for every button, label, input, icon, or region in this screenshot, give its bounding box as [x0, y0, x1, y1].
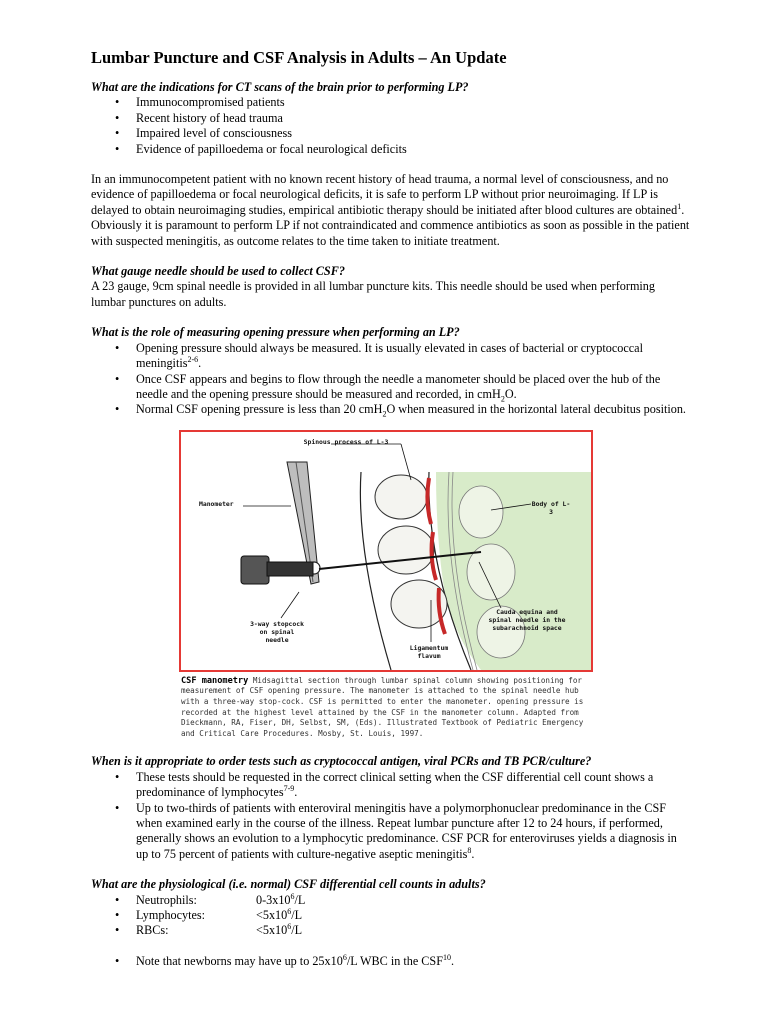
reference-superscript: 1 [677, 201, 682, 211]
spine-illustration [181, 432, 591, 670]
label-body-l3: Body of L-3 [531, 499, 571, 516]
list-item: • These tests should be requested in the correct clinical setting when the CSF differential cell count shows a predominance of lymphocytes$^{7-9}$. [91, 770, 691, 801]
cell-counts-list [91, 893, 691, 939]
ct-indications-list [91, 95, 691, 157]
list-item: • Opening pressure should always be measured. It is usually elevated in cases of bacterial or cryptococcal meningitis$^{2-6}$. [91, 341, 691, 372]
csf-manometry-figure [179, 430, 593, 672]
newborn-note-list [91, 954, 691, 969]
list-item: • Evidence of papilloedema or focal neurological deficits [91, 142, 691, 157]
list-item: • Lymphocytes: $<5x10^6/L$ [91, 908, 691, 923]
order-tests-list [91, 770, 691, 862]
answer-needle-gauge: A 23 gauge, 9cm spinal needle is provided in all lumbar puncture kits. This needle should be used when performing lumbar punctures on adults. [91, 279, 655, 309]
figure-caption: CSF manometry Midsagittal section through lumbar spinal column showing positioning for measurement of CSF opening pressure. The manometer is attached to the spinal needle hub with a three-way stop-cock. CSF is permitted to enter the manometer. opening pressure is recorded at the highest level attained by the CSF in the manometer column. Adapted from Dieckmann, RA, Fiser, DH, Selbst, SM, (Eds). Illustrated Textbook of Pediatric Emergency and Critical Care Procedures. Mosby, St. Louis, 1997. [181, 675, 584, 738]
page-title: Lumbar Puncture and CSF Analysis in Adults – An Update [91, 48, 507, 67]
question-ct-indications: What are the indications for CT scans of the brain prior to performing LP? [91, 80, 469, 94]
label-spinous-process: Spinous process of L-3 [303, 437, 389, 446]
list-item: • Once CSF appears and begins to flow through the needle a manometer should be placed over the hub of the needle and the opening pressure should be measured and recorded, in cmH$_2$O. [91, 372, 691, 403]
label-stopcock: 3-way stopcock on spinal needle [250, 619, 304, 644]
list-item: • Recent history of head trauma [91, 111, 691, 126]
label-cauda-equina: Cauda equina and spinal needle in the subarachnoid space [488, 607, 566, 632]
caption-title: CSF manometry [181, 675, 249, 686]
question-needle-gauge: What gauge needle should be used to collect CSF? [91, 264, 345, 279]
question-order-tests: When is it appropriate to order tests such as cryptococcal antigen, viral PCRs and TB PCR/culture? [91, 754, 592, 769]
opening-pressure-list [91, 341, 691, 418]
list-item: • Up to two-thirds of patients with enteroviral meningitis have a polymorphonuclear predominance in the CSF when examined early in the course of the illness. Repeat lumbar puncture after 12 to 24 hours, if performed, generally shows an evolution to a lymphocytic predominance. CSF PCR for enteroviruses yields a diagnosis in up to 75 percent of patients with culture-negative aseptic meningitis$^8$. [91, 801, 691, 863]
question-cell-counts: What are the physiological (i.e. normal) CSF differential cell counts in adults? [91, 877, 486, 892]
label-manometer: Manometer [199, 499, 234, 508]
label-ligamentum-flavum: Ligamentum flavum [409, 643, 449, 660]
list-item: • Normal CSF opening pressure is less than 20 cmH$_2$O when measured in the horizontal lateral decubitus position. [91, 402, 691, 417]
paragraph-immunocompetent: In an immunocompetent patient with no known recent history of head trauma, a normal level of consciousness, and no evidence of papilloedema or focal neurological deficits, it is safe to perform LP without prior neuroimaging. If LP is delayed to obtain neuroimaging studies, empirical antibiotic therapy should be initiated after blood cultures are obtained$^1$. Obviously it is paramount to perform LP if not contraindicated and commence antibiotics as soon as possible in the patient with suspected meningitis, as outcome relates to the time taken to initiate treatment. [91, 172, 690, 248]
list-item: • Note that newborns may have up to $25x10^6/L$ WBC in the CSF$^{10}$. [91, 954, 691, 969]
list-item: • Immunocompromised patients [91, 95, 691, 110]
question-opening-pressure: What is the role of measuring opening pressure when performing an LP? [91, 325, 460, 340]
list-item: • Neutrophils: $0-3x10^6/L$ [91, 893, 691, 908]
list-item: • Impaired level of consciousness [91, 126, 691, 141]
list-item: • RBCs: $<5x10^6/L$ [91, 923, 691, 938]
document-page [91, 48, 691, 969]
